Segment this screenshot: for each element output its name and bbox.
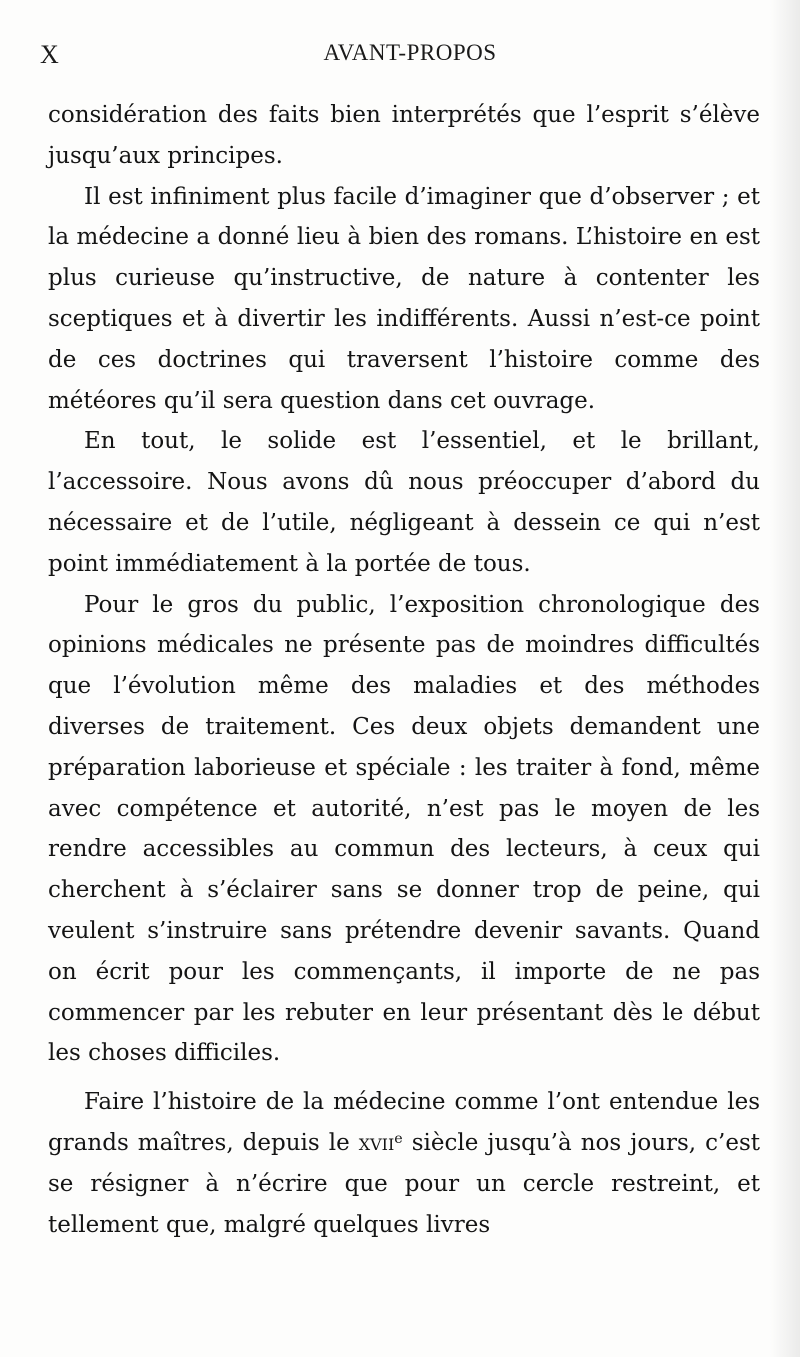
- paragraph: Pour le gros du public, l’exposition chronologique des opinions médicales ne présente pas de moindres difficultés que l’évolution même des maladies et des méthodes diverses de traitement. Ces deux objets demandent une préparation laborieuse et spéciale : les traiter à fond, même avec compétence et autorité, n’est pas le moyen de les rendre accessibles au commun des lecteurs, à ceux qui cherchent à s’éclairer sans se donner trop de peine, qui veulent s’instruire sans prétendre devenir savants. Quand on écrit pour les commençants, il importe de ne pas commencer par les rebuter en leur présentant dès le début les choses difficiles.: [48, 591, 760, 1067]
- page-edge-shadow: [770, 0, 800, 1357]
- page-header: [0, 40, 800, 80]
- paragraph: considération des faits bien interprétés que l’esprit s’élève jusqu’aux principes.: [48, 102, 760, 169]
- paragraph: [48, 1082, 760, 1245]
- paragraph-text-after: siècle jusqu’à nos jours, c’est se résigner à n’écrire que pour un cercle restreint, et tellement que, malgré quelques livres: [48, 1129, 760, 1238]
- page-number: X: [40, 40, 59, 69]
- paragraph: En tout, le solide est l’essentiel, et le brillant, l’accessoire. Nous avons dû nous préoccuper d’abord du nécessaire et de l’utile, négligeant à dessein ce qui n’est point immédiatement à la portée de tous.: [48, 428, 760, 577]
- body-text: [48, 95, 760, 1245]
- running-head: AVANT-PROPOS: [323, 40, 497, 65]
- century-numeral: xvii: [358, 1129, 395, 1156]
- paragraph-text-before: Faire l’histoire de la médecine comme l’ont entendue les grands maîtres, depuis le: [48, 1089, 760, 1156]
- paragraph: Il est infiniment plus facile d’imaginer que d’observer ; et la médecine a donné lieu à bien des romans. L’histoire en est plus curieuse qu’instructive, de nature à contenter les sceptiques et à divertir les indifférents. Aussi n’est-ce point de ces doctrines qui traversent l’histoire comme des météores qu’il sera question dans cet ouvrage.: [48, 183, 760, 414]
- century-superscript: e: [394, 1130, 403, 1147]
